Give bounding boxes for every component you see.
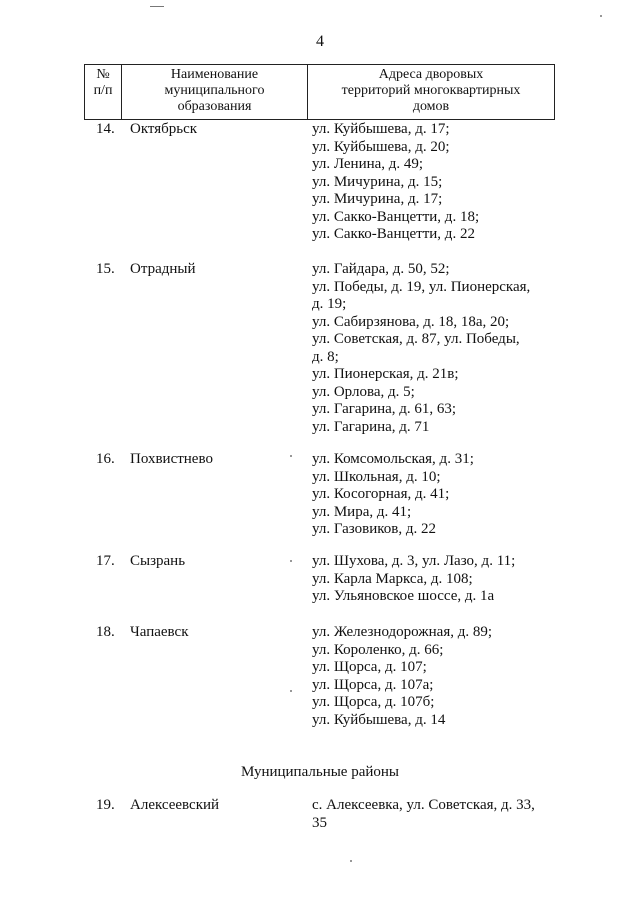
address-line: ул. Ленина, д. 49; <box>312 156 424 172</box>
header-address-column <box>308 65 554 119</box>
scan-speck <box>600 15 602 17</box>
address-line: ул. Мира, д. 41; <box>312 503 412 520</box>
address-line: 35 <box>312 814 327 831</box>
address-line: ул. Косогорная, д. 41; <box>312 486 450 502</box>
address-list <box>312 261 552 436</box>
scan-speck <box>290 560 292 562</box>
header-text: № <box>96 67 110 82</box>
address-line: ул. Куйбышева, д. 20; <box>312 138 450 155</box>
address-line: ул. Ульяновское шоссе, д. 1а <box>312 588 495 604</box>
address-list <box>312 121 552 244</box>
header-text: муниципального <box>164 83 265 98</box>
scan-speck <box>290 690 292 692</box>
address-line: с. Алексеевка, ул. Советская, д. 33, <box>312 797 535 813</box>
address-line: д. 8; <box>312 348 339 365</box>
row-number: 16. <box>96 451 115 467</box>
address-line: ул. Сакко-Ванцетти, д. 22 <box>312 226 475 242</box>
table-header <box>84 64 555 120</box>
address-list <box>312 797 552 832</box>
municipality-name: Октябрьск <box>130 121 198 137</box>
municipality-name: Чапаевск <box>130 624 189 640</box>
address-line: ул. Победы, д. 19, ул. Пионерская, <box>312 278 531 295</box>
address-line: ул. Гайдара, д. 50, 52; <box>312 261 450 277</box>
row-number: 18. <box>96 624 115 640</box>
address-list <box>312 451 552 539</box>
address-line: ул. Карла Маркса, д. 108; <box>312 570 473 587</box>
address-line: ул. Куйбышева, д. 14 <box>312 711 446 728</box>
header-number-column <box>85 65 122 119</box>
address-line: ул. Гагарина, д. 61, 63; <box>312 401 457 417</box>
address-line: ул. Куйбышева, д. 17; <box>312 121 450 137</box>
address-line: ул. Советская, д. 87, ул. Победы, <box>312 331 520 347</box>
header-text: Адреса дворовых <box>378 67 484 82</box>
address-line: ул. Мичурина, д. 17; <box>312 191 443 207</box>
address-line: ул. Орлова, д. 5; <box>312 383 415 400</box>
header-municipality-column <box>122 65 308 119</box>
municipality-name: Сызрань <box>130 553 186 569</box>
address-list <box>312 624 552 729</box>
address-line: ул. Щорса, д. 107б; <box>312 694 435 710</box>
address-line: ул. Мичурина, д. 15; <box>312 173 443 190</box>
section-title: Муниципальные районы <box>240 764 400 780</box>
address-line: ул. Газовиков, д. 22 <box>312 521 436 537</box>
municipality-name: Похвистнево <box>130 451 213 467</box>
header-text: п/п <box>93 83 113 98</box>
address-line: ул. Комсомольская, д. 31; <box>312 451 474 467</box>
row-number: 17. <box>96 553 115 569</box>
address-line: ул. Шухова, д. 3, ул. Лазо, д. 11; <box>312 553 516 569</box>
scan-speck <box>350 860 352 862</box>
address-line: ул. Сакко-Ванцетти, д. 18; <box>312 208 480 225</box>
address-line: ул. Школьная, д. 10; <box>312 468 441 485</box>
address-line: ул. Короленко, д. 66; <box>312 641 444 658</box>
municipality-name: Отрадный <box>130 261 196 277</box>
header-text: территорий многоквартирных <box>341 83 521 98</box>
header-text: образования <box>177 99 252 114</box>
row-number: 19. <box>96 797 115 813</box>
scan-speck <box>290 455 292 457</box>
scan-speck <box>150 6 164 7</box>
address-line: ул. Гагарина, д. 71 <box>312 418 430 435</box>
address-list <box>312 553 552 606</box>
header-text: домов <box>412 99 450 114</box>
row-number: 14. <box>96 121 115 137</box>
address-line: д. 19; <box>312 296 347 312</box>
municipality-name: Алексеевский <box>130 797 220 813</box>
address-line: ул. Щорса, д. 107а; <box>312 676 434 693</box>
address-line: ул. Сабирзянова, д. 18, 18а, 20; <box>312 313 510 330</box>
address-line: ул. Пионерская, д. 21в; <box>312 366 459 382</box>
row-number: 15. <box>96 261 115 277</box>
address-line: ул. Щорса, д. 107; <box>312 659 427 675</box>
address-line: ул. Железнодорожная, д. 89; <box>312 624 493 640</box>
page-number: 4 <box>316 33 324 50</box>
header-text: Наименование <box>170 67 259 82</box>
